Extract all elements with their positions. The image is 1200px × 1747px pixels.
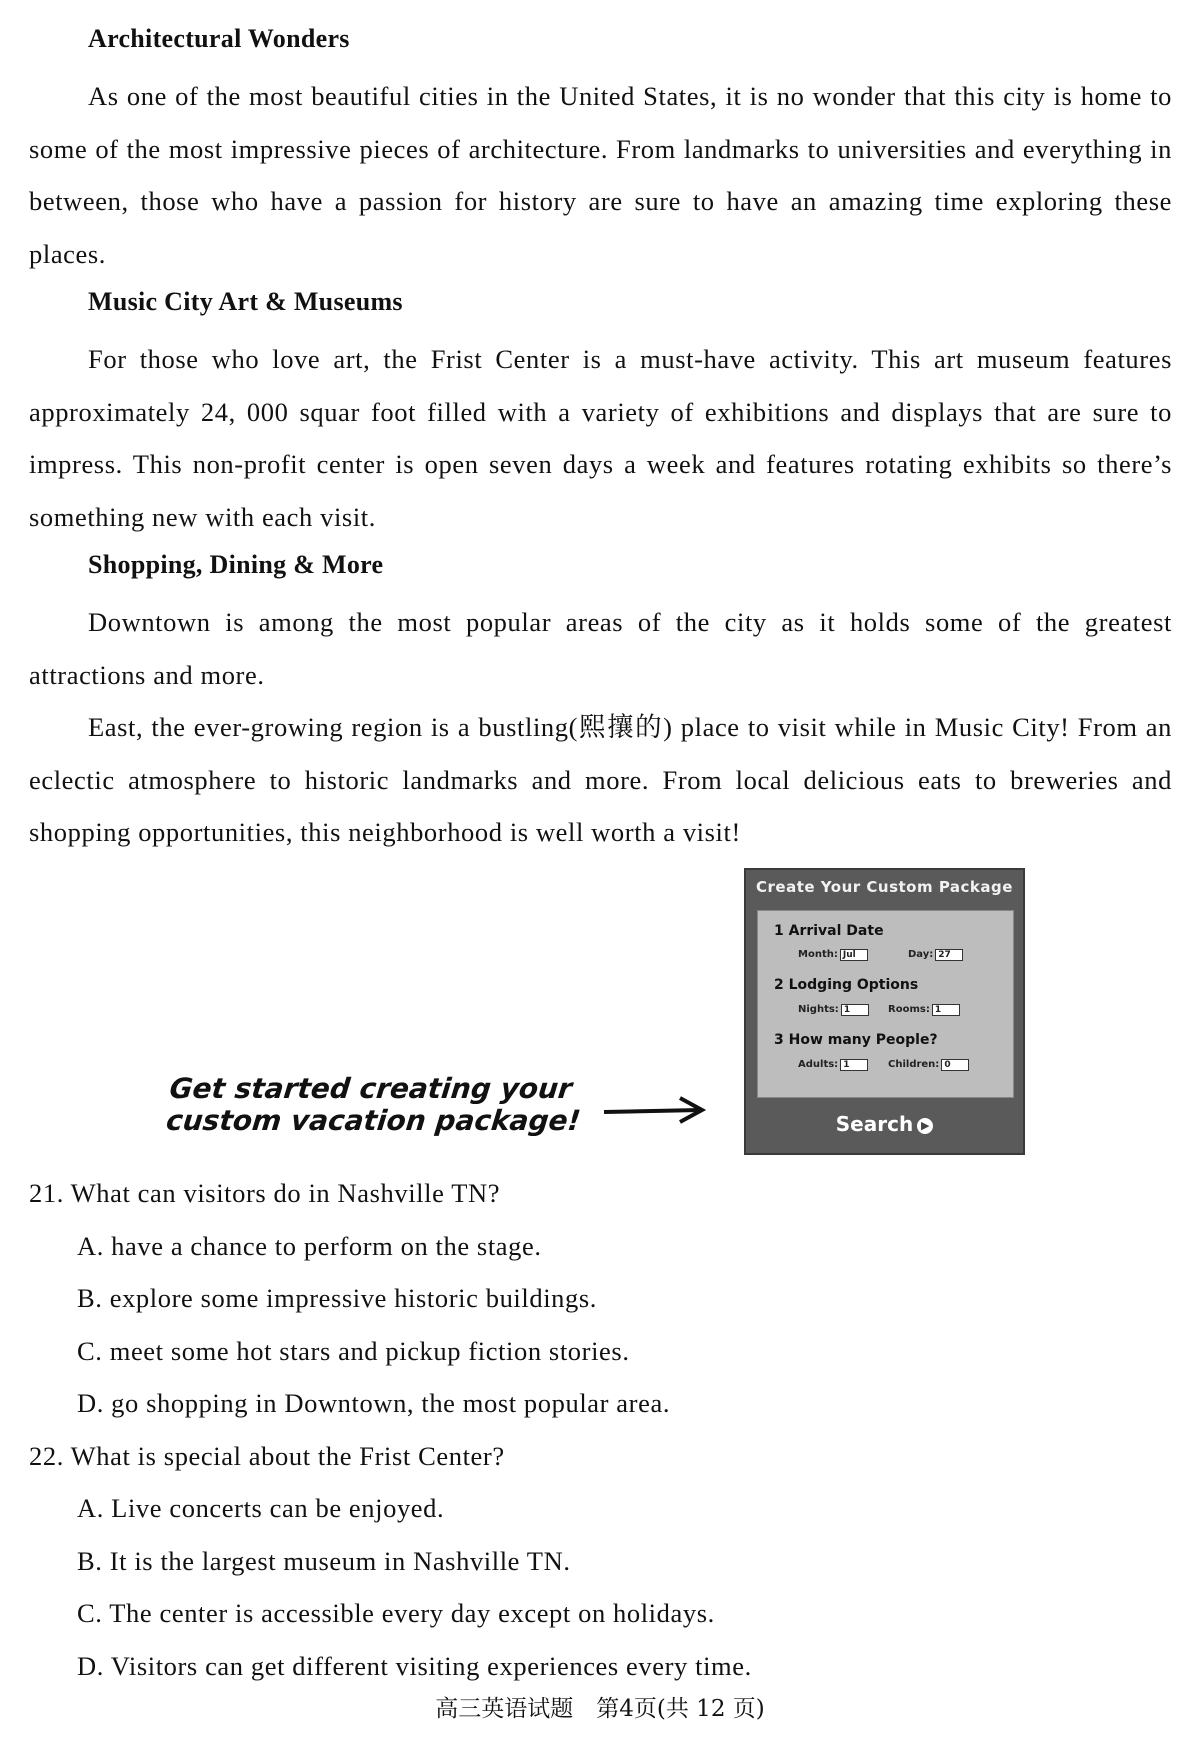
- question-22-option-b: B. It is the largest museum in Nashville TN.: [77, 1546, 571, 1576]
- question-21-option-a: A. have a chance to perform on the stage.: [77, 1231, 542, 1261]
- widget-form-panel: [757, 910, 1014, 1098]
- page-footer: 高三英语试题 第4页(共 12 页): [435, 1696, 765, 1722]
- question-21-stem: 21. What can visitors do in Nashville TN?: [29, 1178, 501, 1208]
- handwritten-line-2: custom vacation package!: [164, 1104, 583, 1137]
- day-label: Day:: [908, 949, 934, 960]
- rooms-select[interactable]: 1: [932, 1004, 960, 1016]
- question-22-stem: 22. What is special about the Frist Center?: [29, 1441, 505, 1471]
- widget-title: Create Your Custom Package: [756, 878, 1013, 896]
- question-22-option-c: C. The center is accessible every day except on holidays.: [77, 1598, 715, 1628]
- month-select[interactable]: Jul: [840, 949, 868, 961]
- nights-select[interactable]: 1: [841, 1004, 869, 1016]
- handwritten-note: [165, 1073, 586, 1137]
- nights-field: [798, 1004, 869, 1016]
- section-heading-architectural-wonders: Architectural Wonders: [88, 24, 350, 53]
- arrow-right-icon: [600, 1090, 710, 1130]
- section-heading-shopping-dining: Shopping, Dining & More: [88, 550, 384, 579]
- question-22-option-d: D. Visitors can get different visiting experiences every time.: [77, 1651, 752, 1681]
- how-many-people-heading: 3 How many People?: [774, 1032, 938, 1048]
- question-22-option-a: A. Live concerts can be enjoyed.: [77, 1493, 445, 1523]
- lodging-options-heading: 2 Lodging Options: [774, 977, 919, 993]
- rooms-field: [888, 1004, 960, 1016]
- children-select[interactable]: 0: [941, 1059, 969, 1071]
- play-circle-icon: ▶: [917, 1118, 933, 1134]
- paragraph-architectural-wonders: As one of the most beautiful cities in the United States, it is no wonder that this city is home to some of the most impressive pieces of architecture. From landmarks to universities and everything in between, those who have a passion for history are sure to have an amazing time exploring these places.: [29, 81, 1172, 269]
- custom-package-widget: [744, 868, 1025, 1155]
- section-heading-music-city-art: Music City Art & Museums: [88, 287, 403, 316]
- month-field: [798, 949, 868, 961]
- children-label: Children:: [888, 1059, 940, 1070]
- adults-select[interactable]: 1: [840, 1059, 868, 1071]
- adults-label: Adults:: [798, 1059, 839, 1070]
- question-21-option-d: D. go shopping in Downtown, the most popular area.: [77, 1388, 671, 1418]
- month-label: Month:: [798, 949, 838, 960]
- children-field: [888, 1059, 969, 1071]
- search-button-label: Search: [835, 1112, 914, 1136]
- nights-label: Nights:: [798, 1004, 839, 1015]
- day-field: [908, 949, 963, 961]
- search-button[interactable]: [746, 1112, 1023, 1136]
- question-21-option-b: B. explore some impressive historic buildings.: [77, 1283, 597, 1313]
- paragraph-frist-center: For those who love art, the Frist Center is a must-have activity. This art museum features approximately 24, 000 squar foot filled with a variety of exhibitions and displays that are sure to impress. This non-profit center is open seven days a week and features rotating exhibits so there’s something new with each visit.: [29, 344, 1172, 532]
- arrival-date-heading: 1 Arrival Date: [774, 923, 884, 939]
- handwritten-line-1: Get started creating your: [168, 1072, 574, 1105]
- day-select[interactable]: 27: [935, 949, 963, 961]
- question-21-option-c: C. meet some hot stars and pickup fiction stories.: [77, 1336, 630, 1366]
- paragraph-east: East, the ever-growing region is a bustling(熙攘的) place to visit while in Music City! From an eclectic atmosphere to historic landmarks and more. From local delicious eats to breweries and shopping opportunities, this neighborhood is well worth a visit!: [29, 712, 1172, 847]
- paragraph-downtown: Downtown is among the most popular areas of the city as it holds some of the greatest attractions and more.: [29, 607, 1172, 690]
- rooms-label: Rooms:: [888, 1004, 930, 1015]
- adults-field: [798, 1059, 868, 1071]
